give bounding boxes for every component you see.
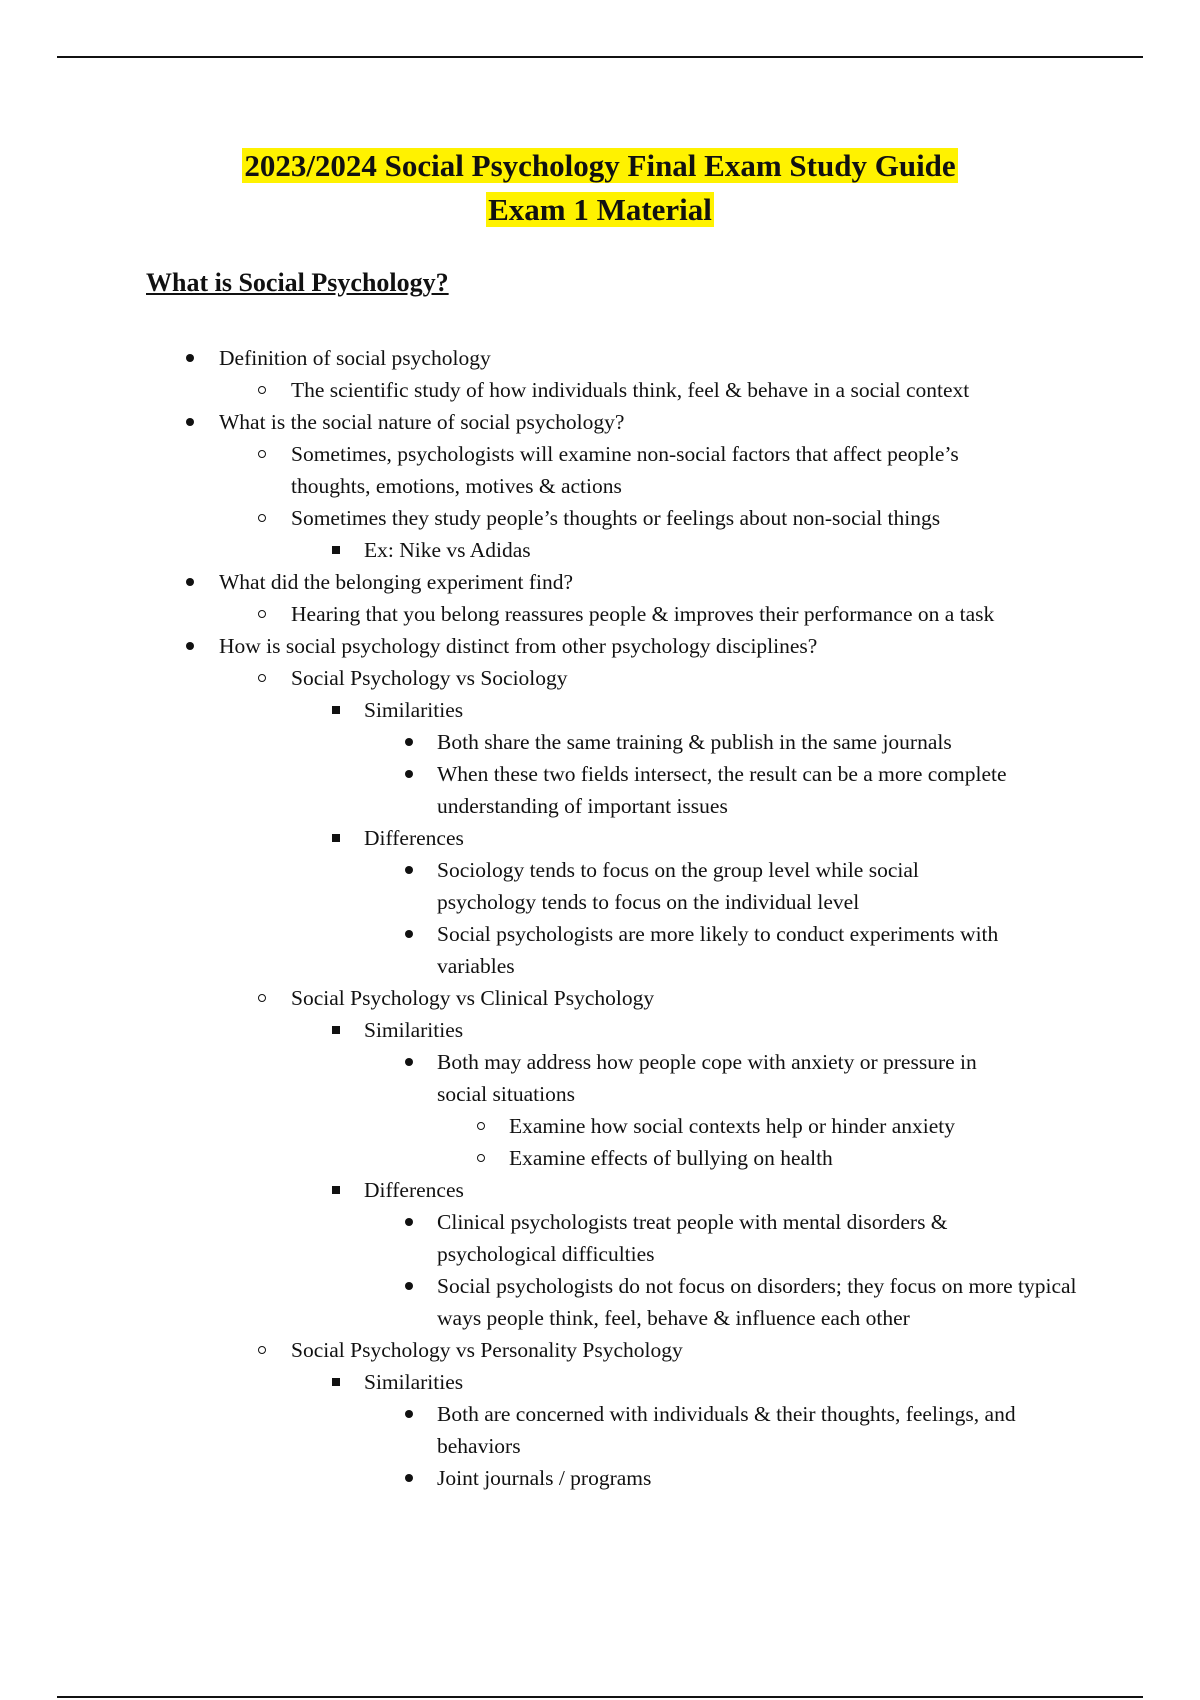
list-item: [0, 630, 1099, 662]
list-item-text: Differences: [364, 1178, 464, 1202]
list-item-text: Similarities: [364, 1370, 464, 1394]
list-item: [0, 1174, 1094, 1206]
list-item-text: When these two fields intersect, the result can be a more complete understanding of important issues: [437, 762, 1007, 818]
list-item: [0, 1142, 1089, 1174]
bullet-dot-icon: [183, 406, 197, 438]
list-item: [0, 822, 1094, 854]
list-item: [0, 598, 1091, 630]
bullet-dot-icon: [402, 1398, 416, 1430]
list-item: [0, 374, 1091, 406]
list-item: [0, 982, 1091, 1014]
bullet-circle-icon: [475, 1142, 489, 1174]
list-item-text: How is social psychology distinct from other psychology disciplines?: [219, 634, 818, 658]
list-item-text: Differences: [364, 826, 464, 850]
bullet-square-icon: [330, 1366, 344, 1398]
list-item: [0, 726, 1097, 758]
list-item: [0, 1046, 1097, 1110]
bullet-dot-icon: [402, 1462, 416, 1494]
list-item: [0, 566, 1099, 598]
list-item-text: Sometimes they study people’s thoughts or feelings about non-social things: [291, 506, 941, 530]
list-item-text: Social psychologists do not focus on disorders; they focus on more typical ways people think, feel, behave & influence each other: [437, 1274, 1077, 1330]
bullet-circle-icon: [256, 502, 270, 534]
bullet-circle-icon: [256, 662, 270, 694]
list-item: [0, 406, 1099, 438]
list-item: [0, 1334, 1091, 1366]
bullet-dot-icon: [402, 1206, 416, 1238]
bullet-square-icon: [330, 1174, 344, 1206]
list-item-text: Hearing that you belong reassures people & improves their performance on a task: [291, 602, 995, 626]
list-item-text: Similarities: [364, 1018, 464, 1042]
list-item-text: Examine how social contexts help or hinder anxiety: [509, 1114, 955, 1138]
bullet-circle-icon: [475, 1110, 489, 1142]
list-item: [0, 342, 1099, 374]
list-item-text: Definition of social psychology: [219, 346, 491, 370]
section-heading: What is Social Psychology?: [146, 268, 449, 297]
list-item-text: Ex: Nike vs Adidas: [364, 538, 531, 562]
bullet-circle-icon: [256, 1334, 270, 1366]
list-item-text: Social Psychology vs Clinical Psychology: [291, 986, 655, 1010]
bullet-dot-icon: [183, 342, 197, 374]
list-item-text: Sociology tends to focus on the group level while social psychology tends to focus on the individual level: [437, 858, 919, 914]
bullet-circle-icon: [256, 374, 270, 406]
bullet-square-icon: [330, 1014, 344, 1046]
list-item-text: Similarities: [364, 698, 464, 722]
list-item-text: The scientific study of how individuals think, feel & behave in a social context: [291, 378, 970, 402]
list-item: [0, 694, 1094, 726]
bullet-dot-icon: [402, 726, 416, 758]
list-item: [0, 1110, 1089, 1142]
list-item: [0, 758, 1097, 822]
list-item-text: Social Psychology vs Sociology: [291, 666, 568, 690]
bullet-dot-icon: [402, 1270, 416, 1302]
list-item-text: Social Psychology vs Personality Psychology: [291, 1338, 683, 1362]
bullet-dot-icon: [183, 630, 197, 662]
list-item: [0, 502, 1091, 534]
bullet-circle-icon: [256, 982, 270, 1014]
list-item: [0, 1366, 1094, 1398]
list-item-text: Social psychologists are more likely to conduct experiments with variables: [437, 922, 999, 978]
bullet-circle-icon: [256, 438, 270, 470]
list-item-text: Joint journals / programs: [437, 1466, 652, 1490]
list-item-text: Both share the same training & publish in the same journals: [437, 730, 952, 754]
list-item: [0, 854, 1097, 918]
list-item-text: Examine effects of bullying on health: [509, 1146, 833, 1170]
list-item: [0, 1206, 1097, 1270]
top-rule: [57, 56, 1143, 58]
bullet-dot-icon: [402, 854, 416, 886]
list-item: [0, 1014, 1094, 1046]
bullet-circle-icon: [256, 598, 270, 630]
list-item: [0, 438, 1091, 502]
bullet-dot-icon: [183, 566, 197, 598]
bullet-dot-icon: [402, 1046, 416, 1078]
list-item: [0, 1398, 1097, 1462]
list-item: [0, 918, 1097, 982]
list-item: [0, 1270, 1097, 1334]
list-item: [0, 662, 1091, 694]
title-line-2: Exam 1 Material: [488, 192, 712, 227]
outline-list: [0, 342, 1200, 1494]
list-item: [0, 1462, 1097, 1494]
list-item-text: Sometimes, psychologists will examine non-social factors that affect people’s thoughts, emotions, motives & actions: [291, 442, 959, 498]
list-item-text: What did the belonging experiment find?: [219, 570, 574, 594]
bullet-square-icon: [330, 534, 344, 566]
list-item-text: Clinical psychologists treat people with mental disorders & psychological difficulties: [437, 1210, 948, 1266]
list-item: [0, 534, 1094, 566]
list-item-text: Both may address how people cope with anxiety or pressure in social situations: [437, 1050, 977, 1106]
bottom-rule: [57, 1696, 1143, 1698]
list-item-text: What is the social nature of social psychology?: [219, 410, 625, 434]
document-title: [0, 144, 1200, 232]
bullet-dot-icon: [402, 758, 416, 790]
bullet-square-icon: [330, 822, 344, 854]
title-line-1: 2023/2024 Social Psychology Final Exam Study Guide: [244, 148, 956, 183]
bullet-dot-icon: [402, 918, 416, 950]
bullet-square-icon: [330, 694, 344, 726]
list-item-text: Both are concerned with individuals & their thoughts, feelings, and behaviors: [437, 1402, 1016, 1458]
